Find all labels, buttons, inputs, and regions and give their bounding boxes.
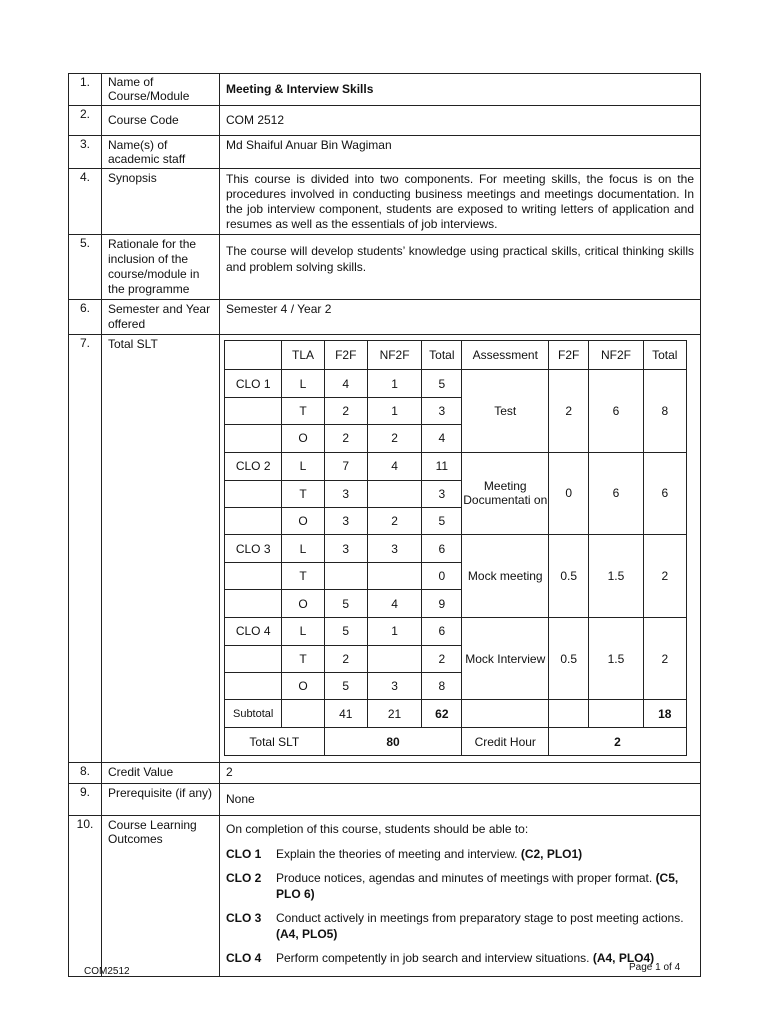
slt-clo-label: CLO 1 — [225, 370, 282, 398]
row-total-slt — [69, 335, 701, 763]
slt-cell — [220, 335, 701, 763]
slt-total: 6 — [422, 617, 462, 645]
course-code: COM 2512 — [220, 106, 701, 136]
row-label: Semester and Year offered — [102, 300, 220, 335]
row-label: Course Learning Outcomes — [102, 815, 220, 976]
slt-credit-hour-label: Credit Hour — [462, 728, 549, 755]
row-course-name — [69, 74, 701, 106]
slt-tla: O — [282, 590, 324, 617]
slt-total-row — [225, 728, 687, 755]
slt-tla: T — [282, 645, 324, 672]
row-number: 1. — [69, 74, 102, 106]
row-rationale — [69, 235, 701, 300]
slt-header-row — [225, 341, 687, 370]
slt-subtotal-blank — [462, 700, 549, 728]
slt-header-total: Total — [422, 341, 462, 370]
clo-description — [276, 846, 694, 862]
clo-code: (A4, PLO5) — [276, 926, 338, 941]
slt-nf2f: 4 — [367, 590, 421, 617]
slt-total: 5 — [422, 507, 462, 534]
slt-f2f: 2 — [324, 398, 367, 425]
slt-clo-label: CLO 4 — [225, 617, 282, 645]
staff-name: Md Shaiful Anuar Bin Wagiman — [220, 136, 701, 169]
slt-assessment-f2f: 0 — [549, 452, 589, 535]
slt-tla: L — [282, 535, 324, 563]
slt-total: 2 — [422, 645, 462, 672]
slt-nf2f — [367, 563, 421, 590]
slt-assessment-total: 2 — [643, 535, 686, 618]
slt-f2f: 5 — [324, 673, 367, 700]
slt-total: 8 — [422, 673, 462, 700]
slt-header-assessment: Assessment — [462, 341, 549, 370]
slt-header-blank — [225, 341, 282, 370]
slt-assessment-f2f: 0.5 — [549, 617, 589, 700]
clo-text: Produce notices, agendas and minutes of meetings with proper format. — [276, 870, 653, 885]
slt-subtotal-blank — [282, 700, 324, 728]
prerequisite-value: None — [220, 783, 701, 815]
slt-total-value: 80 — [324, 728, 462, 755]
row-label: Credit Value — [102, 762, 220, 783]
slt-total: 5 — [422, 370, 462, 398]
slt-subtotal-row — [225, 700, 687, 728]
row-number: 3. — [69, 136, 102, 169]
slt-assessment-nf2f: 6 — [589, 370, 643, 453]
slt-f2f — [324, 563, 367, 590]
row-number: 4. — [69, 169, 102, 235]
row-label: Name of Course/Module — [102, 74, 220, 106]
row-label: Name(s) of academic staff — [102, 136, 220, 169]
clo-item — [226, 910, 694, 942]
slt-subtotal-blank — [549, 700, 589, 728]
slt-credit-hour-value: 2 — [549, 728, 687, 755]
slt-assessment-total: 2 — [643, 617, 686, 700]
slt-tla: L — [282, 617, 324, 645]
row-semester — [69, 300, 701, 335]
clo-intro: On completion of this course, students should be able to: — [226, 821, 529, 836]
slt-total-label: Total SLT — [225, 728, 325, 755]
slt-total: 6 — [422, 535, 462, 563]
slt-header-nf2f: NF2F — [367, 341, 421, 370]
clo-code: (C2, PLO1) — [520, 846, 583, 861]
slt-clo-blank — [225, 673, 282, 700]
semester-text: Semester 4 / Year 2 — [220, 300, 701, 335]
clo-code: (A4, PLO4) — [592, 950, 655, 965]
row-number: 5. — [69, 235, 102, 300]
slt-tla: L — [282, 452, 324, 480]
row-label: Synopsis — [102, 169, 220, 235]
row-number: 6. — [69, 300, 102, 335]
row-clo — [69, 815, 701, 976]
slt-nf2f: 2 — [367, 425, 421, 452]
slt-f2f: 4 — [324, 370, 367, 398]
row-number: 2. — [69, 106, 102, 136]
slt-f2f: 3 — [324, 480, 367, 507]
slt-assessment-name: Mock Interview — [462, 617, 549, 700]
slt-row — [225, 452, 687, 480]
row-number: 10. — [69, 815, 102, 976]
slt-clo-blank — [225, 398, 282, 425]
slt-total: 9 — [422, 590, 462, 617]
footer-course-code: COM2512 — [84, 966, 130, 977]
slt-assessment-total: 8 — [643, 370, 686, 453]
slt-row — [225, 535, 687, 563]
slt-assessment-f2f: 2 — [549, 370, 589, 453]
row-prerequisite — [69, 783, 701, 815]
clo-text: Explain the theories of meeting and interview. — [276, 846, 518, 861]
clo-description — [276, 910, 694, 942]
slt-clo-blank — [225, 645, 282, 672]
slt-nf2f: 1 — [367, 398, 421, 425]
slt-header-atotal: Total — [643, 341, 686, 370]
synopsis-text: This course is divided into two components. For meeting skills, the focus is on the procedures involved in conducting business meetings and meetings documentation. In the job interview component, students are exposed to writing letters of application and resumes as well as the essentials of job interviews. — [220, 169, 701, 235]
course-info-table — [68, 73, 701, 977]
slt-tla: T — [282, 563, 324, 590]
footer-page-number: Page 1 of 4 — [629, 962, 681, 973]
clo-item — [226, 846, 694, 862]
slt-clo-blank — [225, 425, 282, 452]
slt-nf2f — [367, 645, 421, 672]
slt-subtotal-total: 62 — [422, 700, 462, 728]
slt-header-af2f: F2F — [549, 341, 589, 370]
row-label: Course Code — [102, 106, 220, 136]
slt-tla: L — [282, 370, 324, 398]
slt-clo-label: CLO 2 — [225, 452, 282, 480]
slt-tla: O — [282, 507, 324, 534]
clo-tag: CLO 4 — [226, 950, 262, 965]
row-label: Total SLT — [102, 335, 220, 763]
slt-clo-blank — [225, 563, 282, 590]
slt-nf2f: 3 — [367, 673, 421, 700]
slt-assessment-name: Mock meeting — [462, 535, 549, 618]
slt-nf2f: 1 — [367, 617, 421, 645]
slt-nf2f: 4 — [367, 452, 421, 480]
row-synopsis — [69, 169, 701, 235]
slt-row — [225, 370, 687, 398]
slt-f2f: 2 — [324, 425, 367, 452]
slt-header-anf2f: NF2F — [589, 341, 643, 370]
clo-item — [226, 870, 694, 902]
slt-header-tla: TLA — [282, 341, 324, 370]
row-label: Prerequisite (if any) — [102, 783, 220, 815]
slt-f2f: 7 — [324, 452, 367, 480]
slt-clo-blank — [225, 507, 282, 534]
slt-subtotal-f2f: 41 — [324, 700, 367, 728]
clo-text: Conduct actively in meetings from preparatory stage to post meeting actions. — [276, 910, 684, 925]
slt-nf2f: 2 — [367, 507, 421, 534]
slt-assessment-name: Test — [462, 370, 549, 453]
slt-clo-blank — [225, 480, 282, 507]
slt-f2f: 5 — [324, 590, 367, 617]
slt-assessment-total: 6 — [643, 452, 686, 535]
slt-assessment-nf2f: 6 — [589, 452, 643, 535]
slt-total: 3 — [422, 480, 462, 507]
rationale-text: The course will develop students’ knowledge using practical skills, critical thinking skills and problem solving skills. — [220, 235, 701, 300]
slt-subtotal-nf2f: 21 — [367, 700, 421, 728]
row-credit-value — [69, 762, 701, 783]
slt-total: 4 — [422, 425, 462, 452]
clo-description — [276, 870, 694, 902]
slt-subtotal-atotal: 18 — [643, 700, 686, 728]
clo-cell — [220, 815, 701, 976]
slt-f2f: 3 — [324, 507, 367, 534]
slt-subtotal-label: Subtotal — [225, 700, 282, 728]
slt-assessment-nf2f: 1.5 — [589, 535, 643, 618]
clo-text: Perform competently in job search and interview situations. — [276, 950, 590, 965]
slt-total: 3 — [422, 398, 462, 425]
row-staff — [69, 136, 701, 169]
row-number: 9. — [69, 783, 102, 815]
slt-row — [225, 617, 687, 645]
credit-value: 2 — [220, 762, 701, 783]
course-name: Meeting & Interview Skills — [220, 74, 701, 106]
clo-item — [226, 950, 694, 966]
slt-header-f2f: F2F — [324, 341, 367, 370]
slt-nf2f: 1 — [367, 370, 421, 398]
clo-tag: CLO 3 — [226, 910, 262, 925]
slt-assessment-name: Meeting Documentati on — [462, 452, 549, 535]
slt-subtotal-blank — [589, 700, 643, 728]
clo-tag: CLO 2 — [226, 870, 262, 885]
slt-nf2f — [367, 480, 421, 507]
row-number: 7. — [69, 335, 102, 763]
row-label: Rationale for the inclusion of the course/module in the programme — [102, 235, 220, 300]
slt-f2f: 3 — [324, 535, 367, 563]
slt-tla: T — [282, 398, 324, 425]
clo-tag: CLO 1 — [226, 846, 262, 861]
clo-list — [226, 846, 694, 966]
slt-tla: O — [282, 425, 324, 452]
clo-code: (C5, PLO 6) — [276, 870, 679, 901]
slt-nf2f: 3 — [367, 535, 421, 563]
row-number: 8. — [69, 762, 102, 783]
slt-f2f: 2 — [324, 645, 367, 672]
slt-assessment-nf2f: 1.5 — [589, 617, 643, 700]
slt-total: 0 — [422, 563, 462, 590]
slt-clo-blank — [225, 590, 282, 617]
row-course-code — [69, 106, 701, 136]
slt-assessment-f2f: 0.5 — [549, 535, 589, 618]
slt-clo-label: CLO 3 — [225, 535, 282, 563]
slt-f2f: 5 — [324, 617, 367, 645]
slt-tla: O — [282, 673, 324, 700]
slt-total: 11 — [422, 452, 462, 480]
slt-tla: T — [282, 480, 324, 507]
slt-table — [224, 340, 687, 756]
